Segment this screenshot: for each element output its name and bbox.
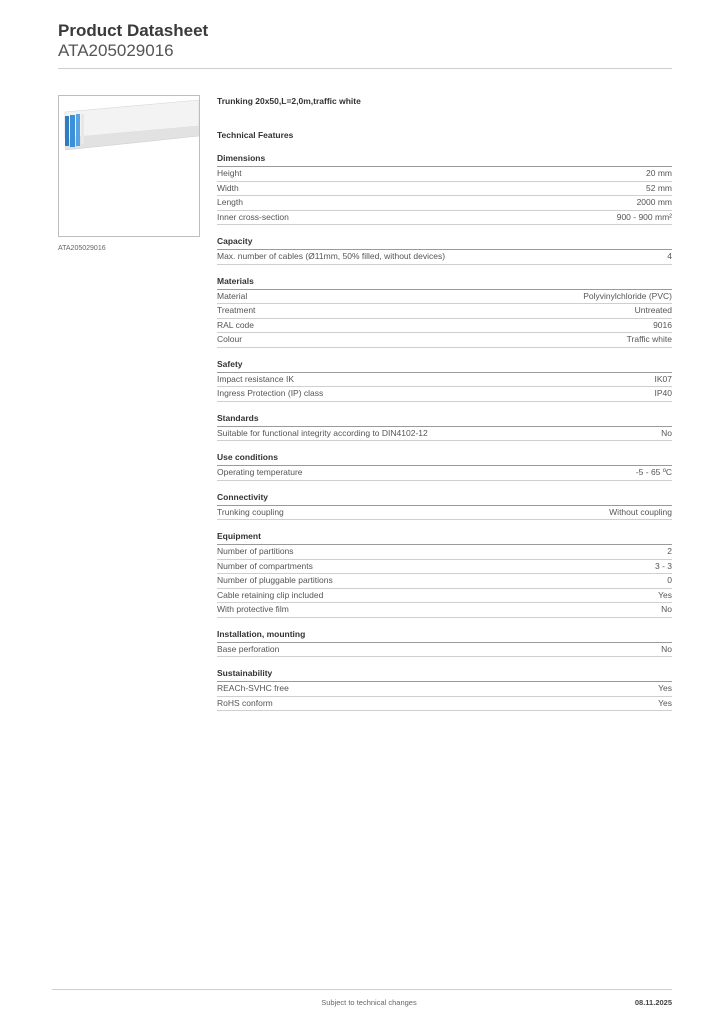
datasheet-content bbox=[217, 95, 672, 711]
feature-value: IP40 bbox=[654, 388, 672, 398]
feature-value: 900 - 900 mm² bbox=[616, 211, 672, 222]
product-name: Trunking 20x50,L=2,0m,traffic white bbox=[217, 96, 361, 106]
feature-label: Number of partitions bbox=[217, 546, 294, 556]
feature-value: Without coupling bbox=[609, 506, 672, 517]
feature-row bbox=[217, 304, 672, 319]
feature-value: Untreated bbox=[634, 305, 672, 315]
feature-value: Yes bbox=[658, 589, 672, 600]
section-installation-mounting bbox=[217, 629, 672, 658]
section-title: Safety bbox=[217, 359, 672, 373]
feature-label: Treatment bbox=[217, 305, 256, 315]
feature-value: 0 bbox=[667, 575, 672, 585]
feature-label: Operating temperature bbox=[217, 467, 303, 477]
feature-value: 52 mm bbox=[646, 182, 672, 193]
feature-row bbox=[217, 250, 672, 265]
section-title: Materials bbox=[217, 276, 672, 290]
feature-row bbox=[217, 643, 672, 658]
footer-date: 08.11.2025 bbox=[634, 998, 672, 1007]
feature-value: 3 - 3 bbox=[654, 560, 672, 571]
section-title: Connectivity bbox=[217, 492, 672, 506]
feature-label: Material bbox=[217, 290, 248, 301]
feature-label: RAL code bbox=[217, 319, 255, 330]
feature-label: Width bbox=[217, 182, 239, 193]
feature-label: With protective film bbox=[217, 604, 289, 614]
feature-value: 9016 bbox=[653, 319, 672, 330]
feature-row bbox=[217, 466, 672, 481]
feature-row bbox=[217, 319, 672, 334]
feature-label: Inner cross-section bbox=[217, 211, 289, 222]
section-title: Equipment bbox=[217, 531, 672, 545]
feature-row bbox=[217, 211, 672, 226]
feature-label: Length bbox=[217, 197, 243, 207]
feature-row bbox=[217, 560, 672, 575]
feature-label: Cable retaining clip included bbox=[217, 589, 324, 600]
feature-label: Colour bbox=[217, 334, 243, 344]
feature-label: Impact resistance IK bbox=[217, 373, 295, 384]
feature-value: No bbox=[661, 604, 672, 614]
feature-row bbox=[217, 427, 672, 442]
section-equipment bbox=[217, 531, 672, 618]
product-code: ATA205029016 bbox=[58, 41, 174, 60]
feature-row bbox=[217, 387, 672, 402]
section-title: Use conditions bbox=[217, 452, 672, 466]
product-image bbox=[58, 95, 200, 237]
feature-row bbox=[217, 682, 672, 697]
feature-value: Yes bbox=[658, 683, 672, 693]
footer-note: Subject to technical changes bbox=[321, 998, 417, 1007]
feature-row bbox=[217, 545, 672, 560]
feature-label: Trunking coupling bbox=[217, 506, 284, 517]
technical-features-heading: Technical Features bbox=[217, 130, 294, 140]
section-use-conditions bbox=[217, 452, 672, 481]
feature-label: REACh-SVHC free bbox=[217, 683, 289, 693]
feature-value: Yes bbox=[658, 697, 672, 708]
feature-value: 20 mm bbox=[646, 168, 672, 178]
feature-label: Height bbox=[217, 168, 242, 178]
document-title: Product Datasheet bbox=[58, 21, 209, 40]
section-safety bbox=[217, 359, 672, 402]
feature-label: Max. number of cables (Ø11mm, 50% filled, without devices) bbox=[217, 251, 446, 261]
document-header bbox=[58, 20, 208, 60]
feature-value: No bbox=[661, 643, 672, 654]
feature-label: Number of pluggable partitions bbox=[217, 575, 333, 585]
feature-row bbox=[217, 506, 672, 521]
feature-row bbox=[217, 373, 672, 388]
section-capacity bbox=[217, 236, 672, 265]
feature-row bbox=[217, 574, 672, 589]
image-caption: ATA205029016 bbox=[58, 245, 106, 252]
feature-row bbox=[217, 603, 672, 618]
section-dimensions bbox=[217, 153, 672, 225]
feature-row bbox=[217, 697, 672, 712]
feature-value: 2000 mm bbox=[636, 197, 672, 207]
feature-row bbox=[217, 182, 672, 197]
feature-sections bbox=[217, 153, 672, 711]
feature-value: IK07 bbox=[654, 373, 672, 384]
section-title: Installation, mounting bbox=[217, 629, 672, 643]
section-connectivity bbox=[217, 492, 672, 521]
feature-value: -5 - 65 ºC bbox=[635, 467, 672, 477]
feature-value: Polyvinylchloride (PVC) bbox=[583, 290, 672, 301]
feature-label: Suitable for functional integrity according to DIN4102-12 bbox=[217, 427, 428, 438]
footer-divider bbox=[52, 989, 672, 990]
section-title: Standards bbox=[217, 413, 672, 427]
section-title: Sustainability bbox=[217, 668, 672, 682]
feature-value: 4 bbox=[667, 251, 672, 261]
feature-row bbox=[217, 333, 672, 348]
section-materials bbox=[217, 276, 672, 348]
feature-row bbox=[217, 290, 672, 305]
trunking-product-image bbox=[59, 96, 199, 236]
feature-label: Ingress Protection (IP) class bbox=[217, 388, 324, 398]
feature-row bbox=[217, 589, 672, 604]
feature-value: Traffic white bbox=[626, 334, 672, 344]
feature-value: No bbox=[661, 427, 672, 438]
section-standards bbox=[217, 413, 672, 442]
feature-label: RoHS conform bbox=[217, 697, 273, 708]
feature-row bbox=[217, 167, 672, 182]
feature-label: Number of compartments bbox=[217, 560, 313, 571]
feature-label: Base perforation bbox=[217, 643, 280, 654]
section-title: Dimensions bbox=[217, 153, 672, 167]
section-title: Capacity bbox=[217, 236, 672, 250]
section-sustainability bbox=[217, 668, 672, 711]
feature-value: 2 bbox=[667, 546, 672, 556]
header-divider bbox=[58, 68, 672, 69]
feature-row bbox=[217, 196, 672, 211]
